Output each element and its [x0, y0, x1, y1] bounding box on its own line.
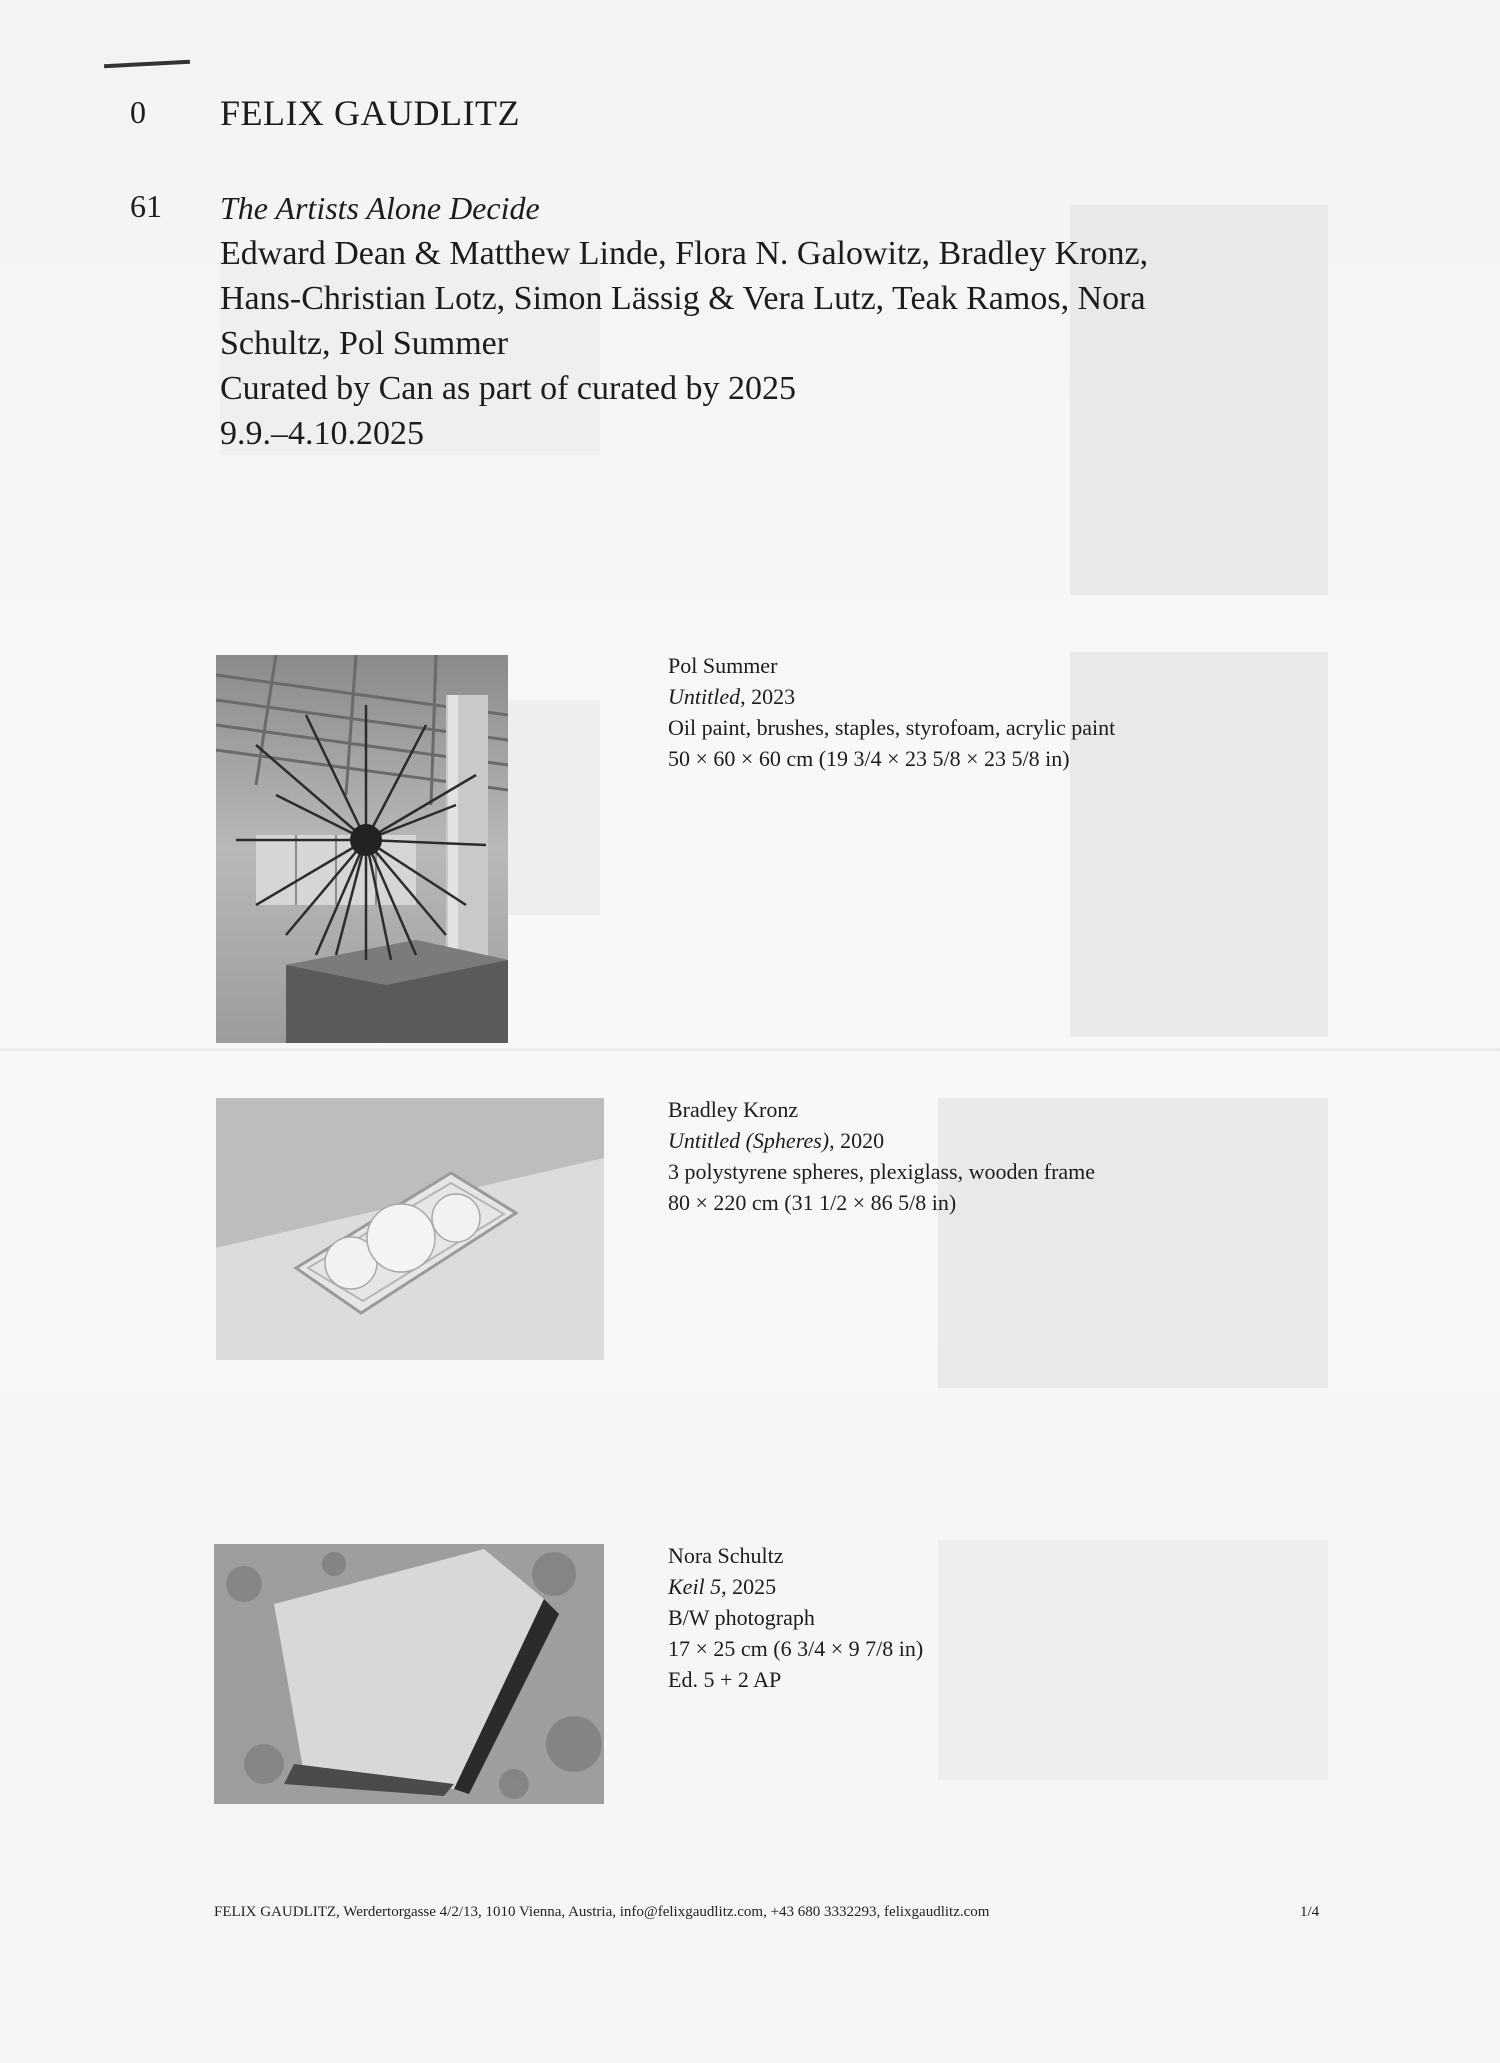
page-fold: [0, 1048, 1500, 1051]
artwork-year: , 2020: [829, 1128, 885, 1153]
footer-address: FELIX GAUDLITZ, Werdertorgasse 4/2/13, 1010 Vienna, Austria, info@felixgaudlitz.com, +43 680 3332293, felixgaudlitz.com: [214, 1904, 990, 1920]
artists-line: Schultz, Pol Summer: [220, 325, 509, 362]
artwork-photo-bw: [214, 1544, 604, 1804]
artwork-medium: 3 polystyrene spheres, plexiglass, wooden frame: [668, 1159, 1096, 1184]
page-indicator: 1/4: [1300, 1904, 1320, 1920]
showthrough-block: [938, 1540, 1328, 1780]
artwork-edition: Ed. 5 + 2 AP: [668, 1667, 782, 1692]
artist-name: Bradley Kronz: [668, 1097, 799, 1122]
artist-name: Pol Summer: [668, 653, 778, 678]
artwork-year: , 2023: [740, 684, 796, 709]
artwork-dimensions: 50 × 60 × 60 cm (19 3/4 × 23 5/8 × 23 5/8 in): [668, 746, 1070, 771]
exhibition-dates: 9.9.–4.10.2025: [220, 415, 424, 452]
artwork-caption: [668, 1094, 1095, 1218]
artists-line: Edward Dean & Matthew Linde, Flora N. Galowitz, Bradley Kronz,: [220, 235, 1149, 272]
artwork-year: , 2025: [721, 1574, 777, 1599]
artwork-medium: Oil paint, brushes, staples, styrofoam, acrylic paint: [668, 715, 1116, 740]
artist-name: Nora Schultz: [668, 1543, 784, 1568]
artwork-photo-starburst: [216, 655, 508, 1043]
artwork-photo-spheres: [216, 1098, 604, 1360]
artwork-title-line: [668, 1125, 1095, 1156]
exhibition-title: The Artists Alone Decide: [220, 190, 540, 226]
artists-line: Hans-Christian Lotz, Simon Lässig & Vera Lutz, Teak Ramos, Nora: [220, 280, 1146, 317]
page-number: 0: [130, 94, 146, 130]
artwork-title: Keil 5: [668, 1574, 722, 1599]
artwork-caption: [668, 650, 1115, 774]
exhibition-info: [220, 186, 1340, 456]
artwork-title-line: [668, 681, 1115, 712]
artwork-dimensions: 17 × 25 cm (6 3/4 × 9 7/8 in): [668, 1636, 924, 1661]
margin-mark: [104, 60, 190, 68]
gallery-name: FELIX GAUDLITZ: [220, 93, 520, 133]
artwork-medium: B/W photograph: [668, 1605, 815, 1630]
artwork-title-line: [668, 1571, 923, 1602]
artwork-dimensions: 80 × 220 cm (31 1/2 × 86 5/8 in): [668, 1190, 957, 1215]
curated-line: Curated by Can as part of curated by 2025: [220, 370, 796, 407]
artwork-title: Untitled: [668, 684, 741, 709]
artwork-caption: [668, 1540, 923, 1695]
artwork-title: Untitled (Spheres): [668, 1128, 830, 1153]
exhibition-number: 61: [130, 188, 162, 224]
